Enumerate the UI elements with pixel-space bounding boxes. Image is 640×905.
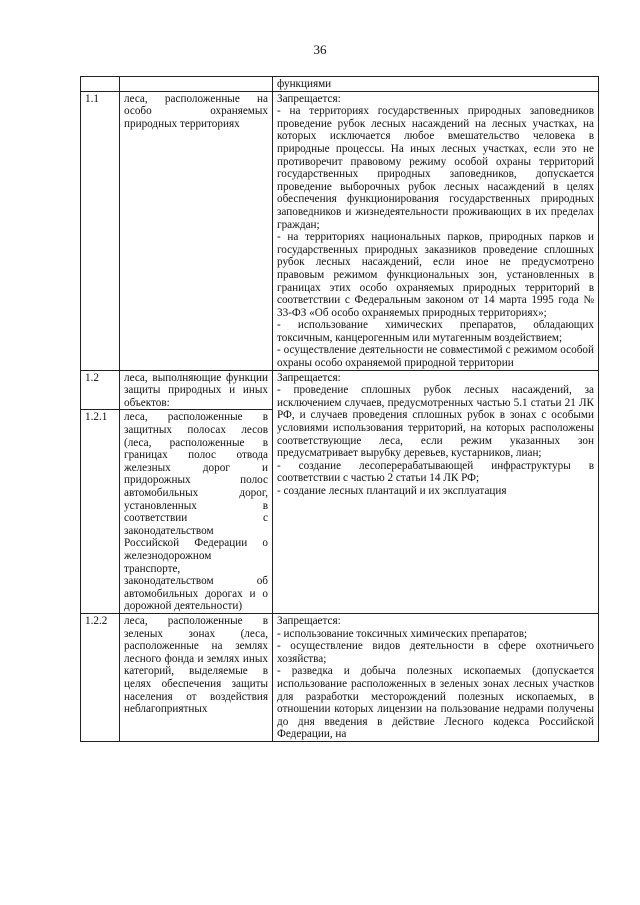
- cell-num: [81, 77, 120, 92]
- table-row: [81, 370, 599, 410]
- cell-num: 1.2.1: [81, 410, 120, 614]
- cell-num: 1.2: [81, 370, 120, 410]
- cell-restrictions: функциями: [273, 77, 599, 92]
- cell-num: 1.2.2: [81, 613, 120, 741]
- regulations-table: [80, 76, 599, 742]
- page-number: 36: [313, 42, 327, 57]
- table-row: [81, 613, 599, 741]
- forest-category: леса, расположенные на особо охраняемых природных территориях: [124, 92, 268, 130]
- restriction-header: Запрещается:: [277, 371, 341, 384]
- restriction-item: - проведение сплошных рубок лесных насаждений, за исключением случаев, предусмотренных частью 5.1 статьи 21 ЛК РФ, и случаев проведения сплошных рубок в зонах с особыми условиями использования территорий, на которых расположены соответствующие леса, если режим указанных зон предусматривает вырубку деревьев, кустарников, лиан;: [277, 384, 594, 460]
- restriction-item: - осуществление видов деятельности в сфере охотничьего хозяйства;: [277, 640, 594, 665]
- restriction-item: - разведка и добыча полезных ископаемых (допускается использование расположенных в зеленых зонах лесных участков для разработки месторождений полезных ископаемых, в отношении которых лицензии на пользование недрами получены до дня введения в действие Лесного кодекса Российской Федерации, на: [277, 665, 594, 741]
- cell-restrictions: [273, 91, 599, 370]
- table-row: [81, 77, 599, 92]
- restriction-item: - осуществление деятельности не совместимой с режимом особой охраны особо охраняемой природной территории: [277, 344, 594, 370]
- cell-restrictions: [273, 370, 599, 613]
- restriction-header: Запрещается:: [277, 614, 341, 627]
- restriction-item: - использование химических препаратов, обладающих токсичным, канцерогенным или мутагенным воздействием;: [277, 319, 594, 344]
- table-row: [81, 91, 599, 370]
- restriction-item: - на территориях государственных природных заповедников проведение рубок лесных насаждений на лесных участках, на которых исключается любое вмешательство человека в природные процессы. На иных лесных участках, если это не противоречит правовому режиму особой охраны территорий государственных природных заповедников, допускается проведение выборочных рубок лесных насаждений в целях обеспечения функционирования государственных природных заповедников и жизнедеятельности проживающих в их пределах граждан;: [277, 105, 594, 231]
- cell-name: [120, 410, 273, 614]
- restriction-header: Запрещается:: [277, 92, 341, 105]
- restriction-item: - создание лесных плантаций и их эксплуатация: [277, 485, 507, 497]
- cell-num: 1.1: [81, 91, 120, 370]
- restriction-item: - создание лесоперерабатывающей инфраструктуры в соответствии с частью 2 статьи 14 ЛК РФ;: [277, 459, 594, 485]
- restriction-item: - на территориях национальных парков, природных парков и государственных природных заказников проведение сплошных рубок лесных насаждений, если иное не предусмотрено правовым режимом функциональных зон, установленных в границах этих особо охраняемых природных территорий в соответствии с Федеральным законом от 14 марта 1995 года № 33-ФЗ «Об особо охраняемых природных территориях»;: [277, 231, 594, 319]
- cell-name: [120, 613, 273, 741]
- forest-category: леса, расположенные в зеленых зонах (леса, расположенные на землях лесного фонда и землях иных категорий, выделяемые в целях обеспечения защиты населения от воздействия неблагоприятных: [124, 614, 268, 716]
- forest-category: леса, расположенные в защитных полосах лесов (леса, расположенные в границах полос отвода железных дорог и придорожных полос автомобильных дорог, установленных в соответствии с законодательством Российской Федерации о железнодорожном транспорте, законодательством об автомобильных дорогах и о дорожной деятельности): [124, 411, 268, 613]
- restriction-item: - использование токсичных химических препаратов;: [277, 627, 528, 640]
- cell-name: [120, 91, 273, 370]
- cell-name: [120, 370, 273, 410]
- cell-name: [120, 77, 273, 92]
- cell-restrictions: [273, 613, 599, 741]
- forest-category: леса, выполняющие функции защиты природных и иных объектов:: [124, 371, 268, 409]
